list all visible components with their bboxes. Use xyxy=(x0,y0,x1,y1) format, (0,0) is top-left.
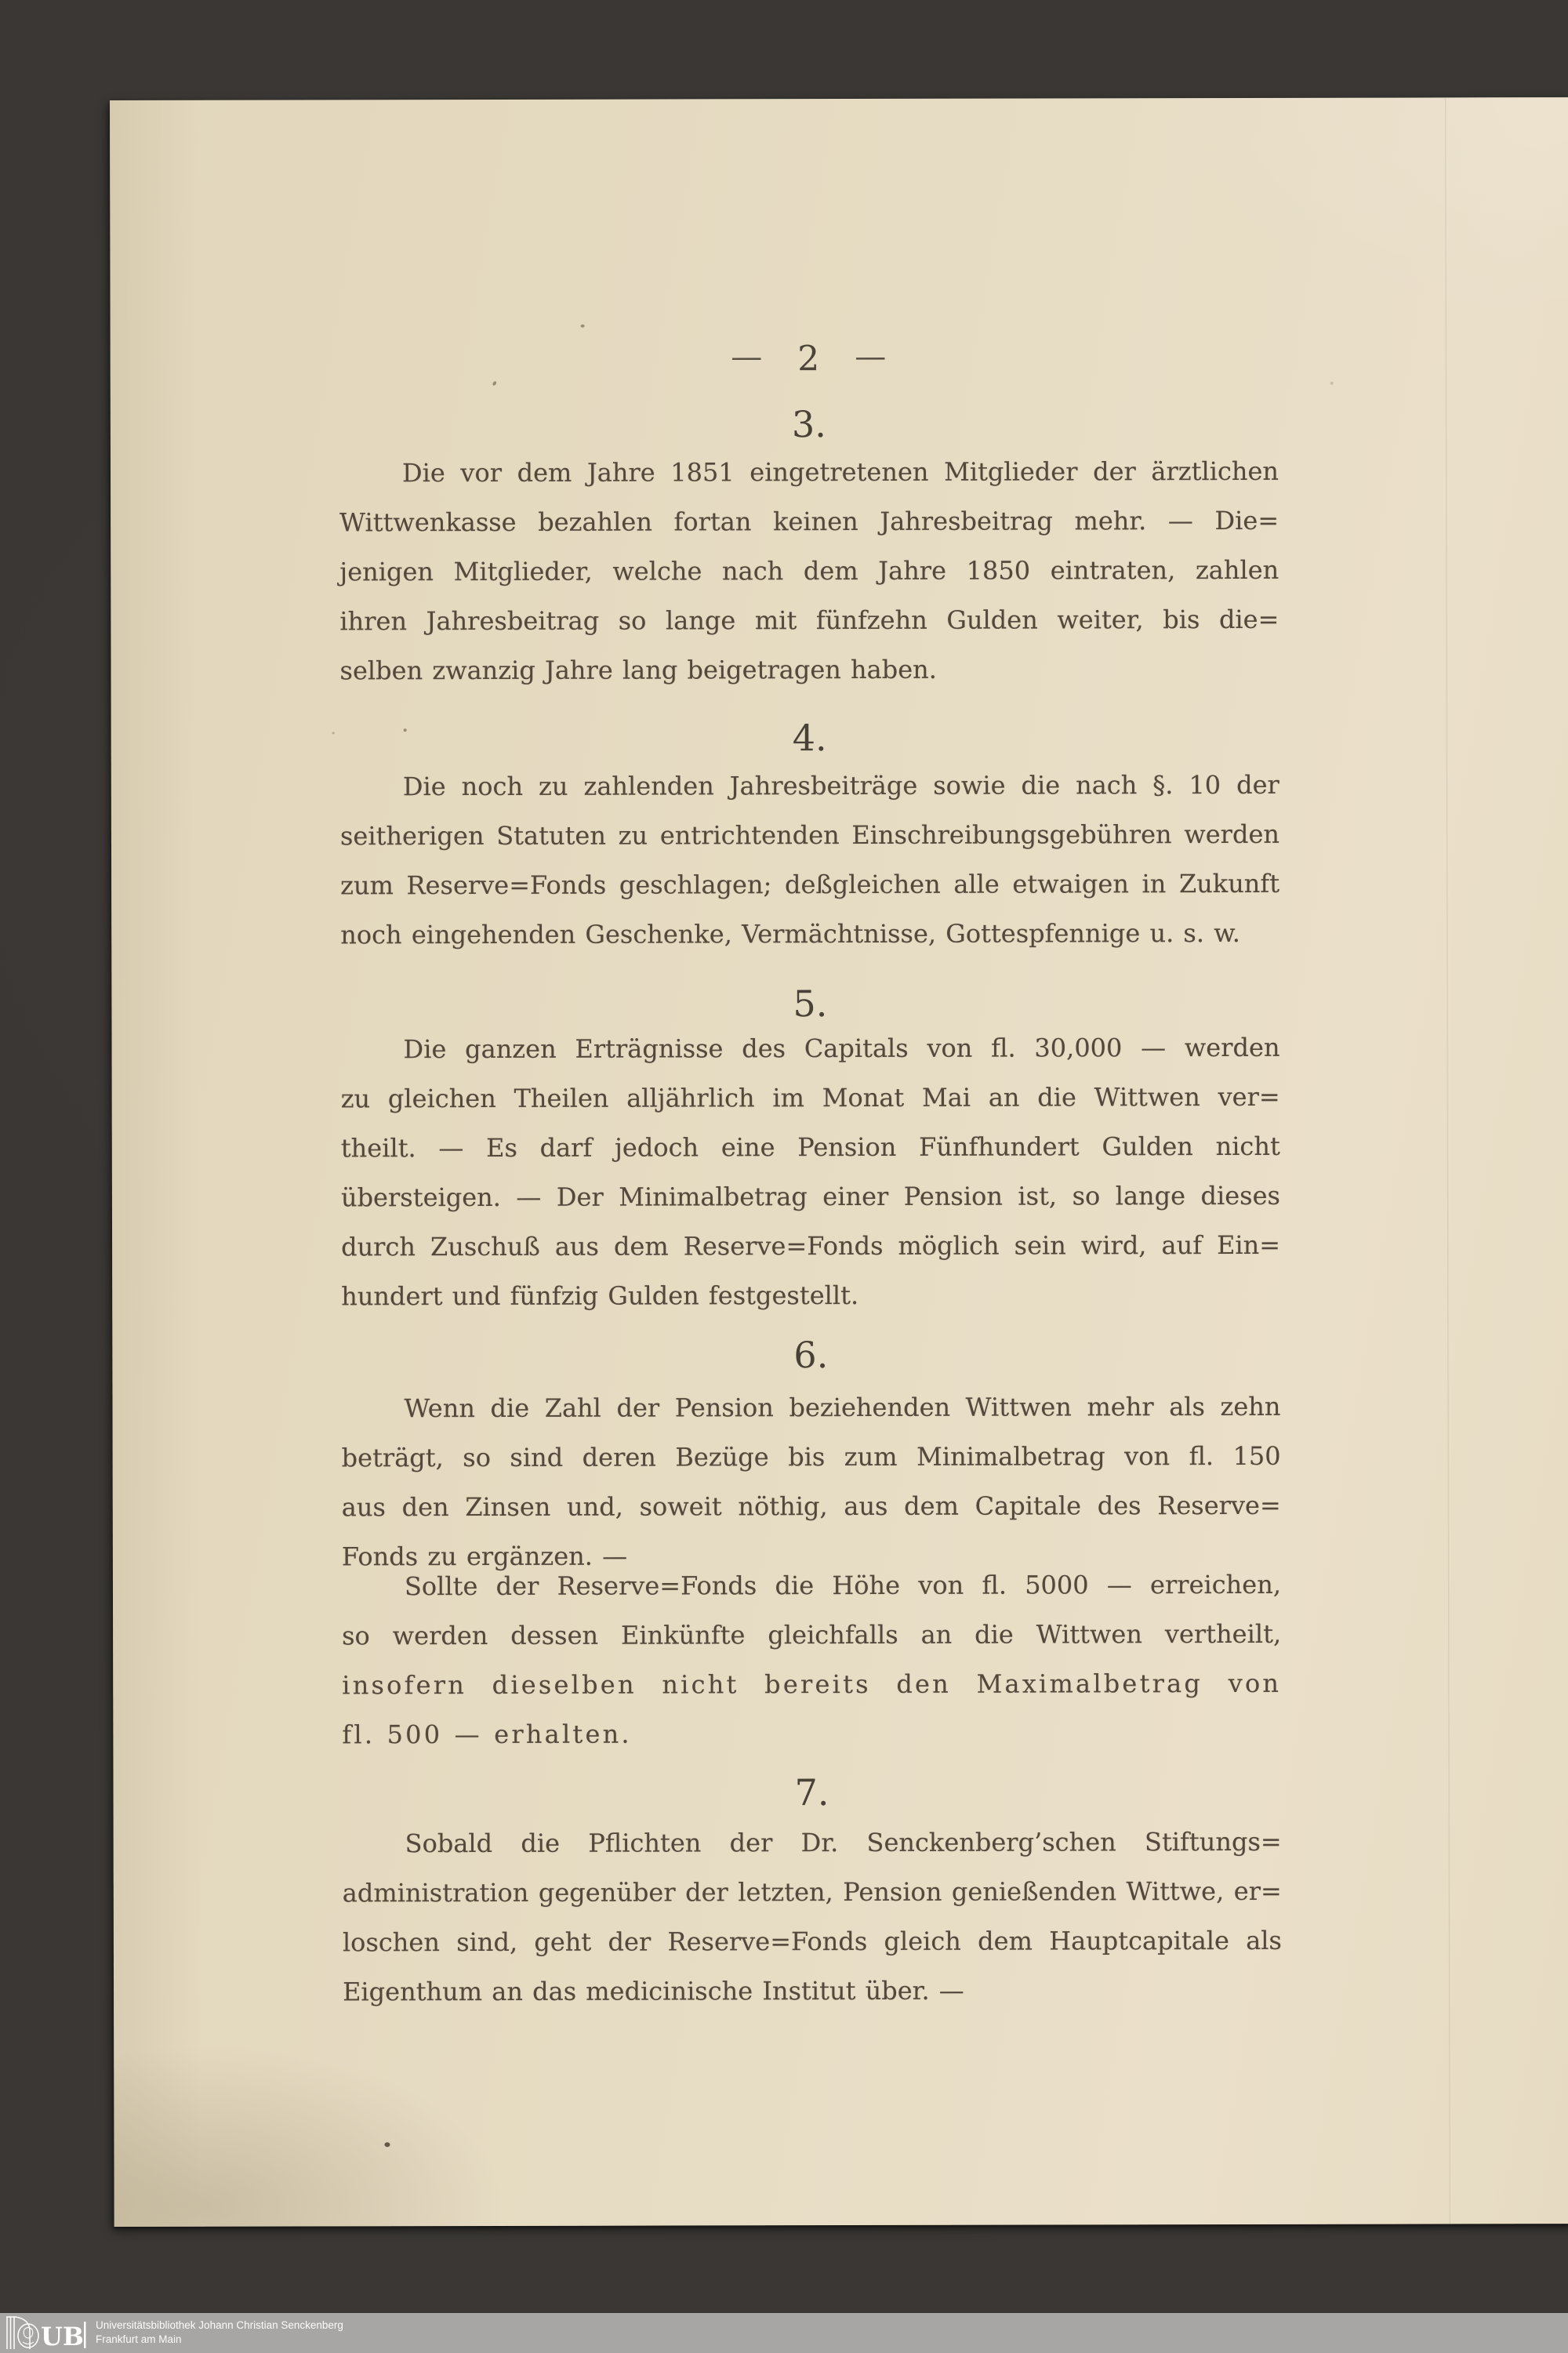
text-line: insofern dieselben nicht bereits den Maximalbetrag von xyxy=(342,1668,1282,1701)
paragraph xyxy=(342,1560,1282,1760)
page-number-value: 2 xyxy=(797,339,821,379)
text-line: seitherigen Statuten zu entrichtenden Einschreibungsgebühren werden xyxy=(339,819,1280,852)
paper-speck xyxy=(384,2142,390,2147)
paragraph xyxy=(339,447,1279,696)
text-line: Die ganzen Erträgnisse des Capitals von fl. 30,000 — werden xyxy=(403,1032,1280,1065)
text-line: Wenn die Zahl der Pension beziehenden Wittwen mehr als zehn xyxy=(404,1391,1281,1424)
page-number xyxy=(339,333,1279,385)
text-line: zum Reserve=Fonds geschlagen; deßgleichen alle etwaigen in Zukunft xyxy=(340,868,1280,901)
page-number-dash-left: — xyxy=(731,339,764,376)
paragraph xyxy=(340,761,1280,960)
text-line: zu gleichen Theilen alljährlich im Monat Mai an die Wittwen ver= xyxy=(340,1081,1280,1114)
paragraph xyxy=(343,1817,1283,2017)
paper-speck xyxy=(1330,382,1334,385)
paper-speck xyxy=(492,380,497,386)
text-line: jenigen Mitglieder, welche nach dem Jahre 1850 eintraten, zahlen xyxy=(339,554,1279,587)
paragraph xyxy=(340,1023,1280,1322)
section-heading-5: 5. xyxy=(793,982,828,1026)
library-name: Universitätsbibliothek Johann Christian Senckenberg xyxy=(96,2319,343,2331)
text-line: aus den Zinsen und, soweit nöthig, aus dem Capitale des Reserve= xyxy=(341,1490,1281,1523)
ub-logo-icon xyxy=(5,2315,89,2351)
text-line: so werden dessen Einkünfte gleichfalls an die Wittwen vertheilt, xyxy=(342,1618,1282,1651)
paragraph xyxy=(341,1382,1281,1582)
text-line: administration gegenüber der letzten, Pension genießenden Wittwe, er= xyxy=(342,1876,1282,1908)
section-heading-6: 6. xyxy=(793,1334,829,1377)
text-line: Eigenthum an das medicinische Institut über. — xyxy=(343,1975,964,2007)
text-line: Fonds zu ergänzen. — xyxy=(341,1541,628,1572)
ub-logo-text: UB xyxy=(41,2322,84,2351)
page-number-dash-right: — xyxy=(855,338,887,376)
text-line: selben zwanzig Jahre lang beigetragen haben. xyxy=(339,654,937,686)
text-line: Die vor dem Jahre 1851 eingetretenen Mitglieder der ärztlichen xyxy=(401,456,1279,488)
text-line: hundert und fünfzig Gulden festgestellt. xyxy=(341,1280,859,1312)
text-line: noch eingehenden Geschenke, Vermächtnisse, Gottespfennige u. s. w. xyxy=(340,917,1240,950)
text-line: Wittwenkasse bezahlen fortan keinen Jahresbeitrag mehr. — Die= xyxy=(339,505,1279,538)
text-line: Die noch zu zahlenden Jahresbeiträge sowie die nach §. 10 der xyxy=(402,769,1279,802)
library-city: Frankfurt am Main xyxy=(96,2333,182,2345)
paper-speck xyxy=(404,728,407,732)
library-watermark-bar xyxy=(0,2313,1568,2353)
text-line: übersteigen. — Der Minimalbetrag einer Pension ist, so lange dieses xyxy=(340,1180,1280,1213)
text-line: beträgt, so sind deren Bezüge bis zum Minimalbetrag von fl. 150 xyxy=(341,1440,1281,1473)
text-line: loschen sind, geht der Reserve=Fonds gleich dem Hauptcapitale als xyxy=(342,1925,1282,1958)
scanned-page xyxy=(110,97,1568,2227)
text-line: Sollte der Reserve=Fonds die Höhe von fl. 5000 — erreichen, xyxy=(404,1569,1282,1602)
text-line: fl. 500 — erhalten. xyxy=(342,1719,632,1750)
section-heading-7: 7. xyxy=(794,1771,829,1814)
paper-speck xyxy=(332,732,335,734)
paper-speck xyxy=(581,325,585,328)
section-heading-3: 3. xyxy=(791,403,826,446)
text-line: ihren Jahresbeitrag so lange mit fünfzehn Gulden weiter, bis die= xyxy=(339,604,1279,637)
text-line: durch Zuschuß aus dem Reserve=Fonds möglich sein wird, auf Ein= xyxy=(341,1229,1281,1262)
section-heading-4: 4. xyxy=(792,717,827,760)
text-line: Sobald die Pflichten der Dr. Senckenberg’schen Stiftungs= xyxy=(405,1826,1282,1859)
page-fold-crease xyxy=(1445,97,1452,2224)
text-line: theilt. — Es darf jedoch eine Pension Fünfhundert Gulden nicht xyxy=(340,1131,1280,1164)
